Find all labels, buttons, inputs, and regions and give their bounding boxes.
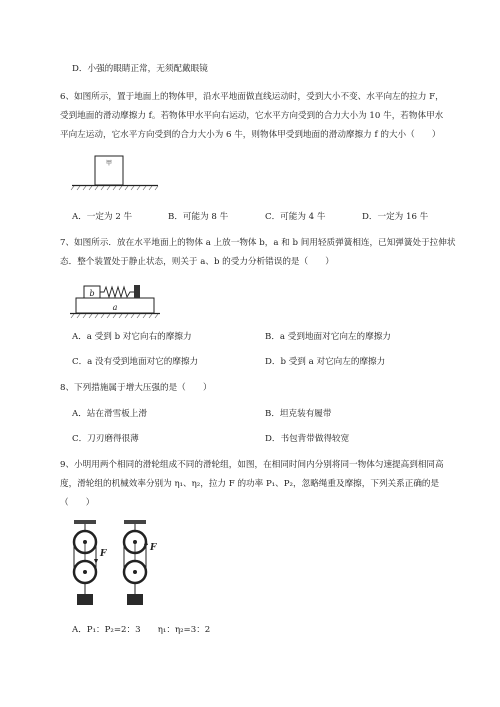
- q5-option-d: D．小强的眼睛正常，无须配戴眼镜: [72, 64, 208, 74]
- q8-option-b: B．坦克装有履带: [265, 409, 332, 419]
- q6-option-c: C．可能为 4 牛: [265, 212, 326, 222]
- q9-line2: 度，滑轮组的机械效率分别为 η₁、η₂，拉力 F 的功率 P₁、P₂，忽略绳重及摩擦，下列关系正确的是: [60, 479, 440, 489]
- q6-line1: 6、如图所示，置于地面上的物体甲，沿水平地面做直线运动时，受到大小不变、水平向左的拉力 F，: [60, 92, 444, 102]
- weight-left: [77, 594, 93, 605]
- pulley-system-right: [124, 520, 157, 605]
- q9-line3: （ ）: [60, 498, 95, 508]
- q8-option-c: C．刀刃磨得很薄: [72, 434, 139, 444]
- q7-option-d: D．b 受到 a 对它向左的摩擦力: [265, 357, 386, 367]
- q6-line2: 受到地面的滑动摩擦力 f。若物体甲水平向右运动，它水平方向受到的合力大小为 10 牛，若物体甲水: [60, 111, 444, 121]
- q8-option-d: D．书包背带做得较宽: [265, 434, 350, 444]
- label-b: b: [89, 289, 95, 298]
- block-label: 甲: [105, 160, 113, 167]
- q6-option-b: B．可能为 8 牛: [168, 212, 229, 222]
- pulley-system-left: [74, 520, 107, 605]
- ground-hatching: [71, 314, 158, 318]
- q9-option-a: A．P₁：P₂=2：3 η₁：η₂=3：2: [72, 625, 211, 635]
- label-a: a: [112, 303, 118, 312]
- q7-option-b: B．a 受到地面对它向左的摩擦力: [265, 332, 391, 342]
- q8-line1: 8、下列措施属于增大压强的是（ ）: [60, 383, 212, 393]
- q9-line1: 9、小明用两个相同的滑轮组成不同的滑轮组，如图，在相同时间内分别将同一物体匀速提高到相同高: [60, 460, 444, 470]
- q7-figure: [70, 282, 160, 318]
- force-arrow: [94, 559, 98, 564]
- force-label: F: [150, 543, 157, 553]
- force-arrow: [144, 540, 148, 545]
- spring: [100, 287, 134, 297]
- spring-support: [134, 285, 140, 298]
- force-label: F: [100, 549, 107, 559]
- q7-line2: 态．整个装置处于静止状态，则关于 a、b 的受力分析错误的是（ ）: [60, 257, 334, 267]
- q6-line3: 平向左运动，它水平方向受到的合力大小为 6 牛，则物体甲受到地面的滑动摩擦力 f 的大小（ ）: [60, 130, 441, 140]
- q8-option-a: A．站在滑雪板上滑: [72, 409, 147, 419]
- q6-option-a: A．一定为 2 牛: [72, 212, 133, 222]
- q7-option-c: C．a 没有受到地面对它的摩擦力: [72, 357, 199, 367]
- q9-figure: [68, 520, 168, 606]
- q7-option-a: A．a 受到 b 对它向右的摩擦力: [72, 332, 192, 342]
- weight-right: [127, 594, 143, 605]
- q6-figure: [70, 155, 160, 195]
- q6-option-d: D．一定为 16 牛: [362, 212, 429, 222]
- ground-hatching: [71, 186, 158, 190]
- q7-line1: 7、如图所示．放在水平地面上的物体 a 上放一物体 b，a 和 b 间用轻质弹簧相连，已知弹簧处于拉伸状: [60, 238, 456, 248]
